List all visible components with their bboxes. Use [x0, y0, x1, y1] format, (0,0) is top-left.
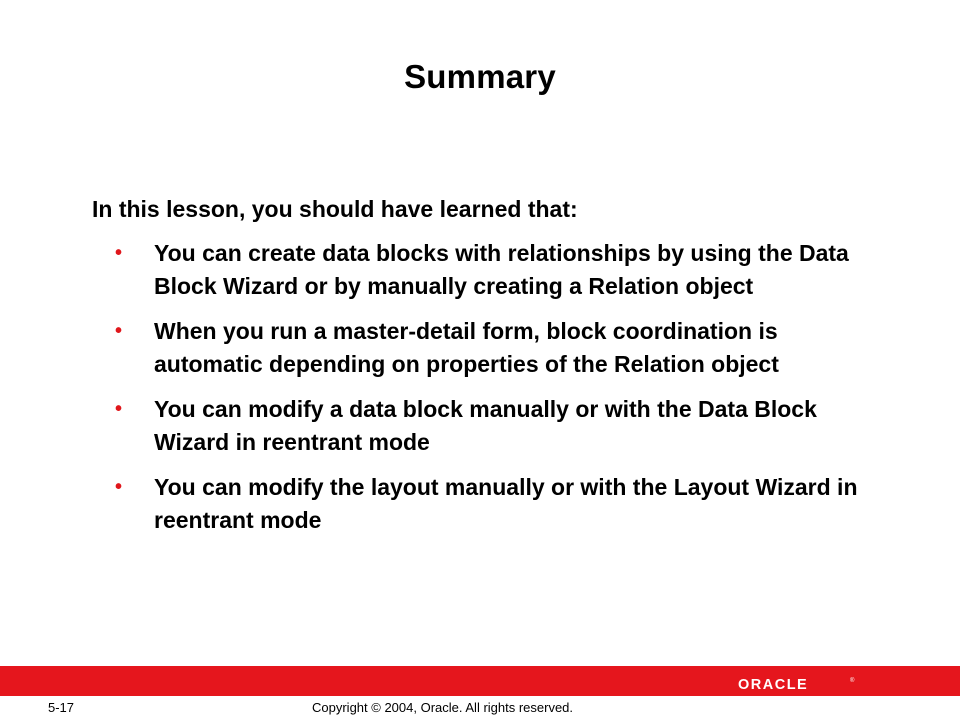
registered-mark: ®	[850, 678, 855, 684]
bullet-icon: •	[115, 320, 123, 342]
oracle-logo	[738, 675, 858, 691]
bullet-icon: •	[115, 476, 123, 498]
oracle-logo-text: ORACLE	[738, 677, 809, 691]
bullet-text: When you run a master-detail form, block coordination is automatic depending on properties of the Relation object	[154, 318, 779, 377]
bullet-item	[92, 393, 872, 459]
copyright-text: Copyright © 2004, Oracle. All rights reserved.	[312, 700, 574, 715]
bullet-icon: •	[115, 398, 123, 420]
intro-text: In this lesson, you should have learned that:	[92, 196, 578, 222]
bullet-text: You can create data blocks with relationships by using the Data Block Wizard or by manually creating a Relation object	[154, 240, 849, 299]
bullet-item	[92, 471, 872, 537]
slide-title: Summary	[404, 58, 556, 95]
bullet-list	[92, 237, 872, 549]
bullet-text: You can modify a data block manually or with the Data Block Wizard in reentrant mode	[154, 396, 817, 455]
page-number: 5-17	[48, 700, 75, 715]
bullet-item	[92, 237, 872, 303]
bullet-item	[92, 315, 872, 381]
bullet-icon: •	[115, 242, 123, 264]
bullet-text: You can modify the layout manually or with the Layout Wizard in reentrant mode	[154, 474, 858, 533]
